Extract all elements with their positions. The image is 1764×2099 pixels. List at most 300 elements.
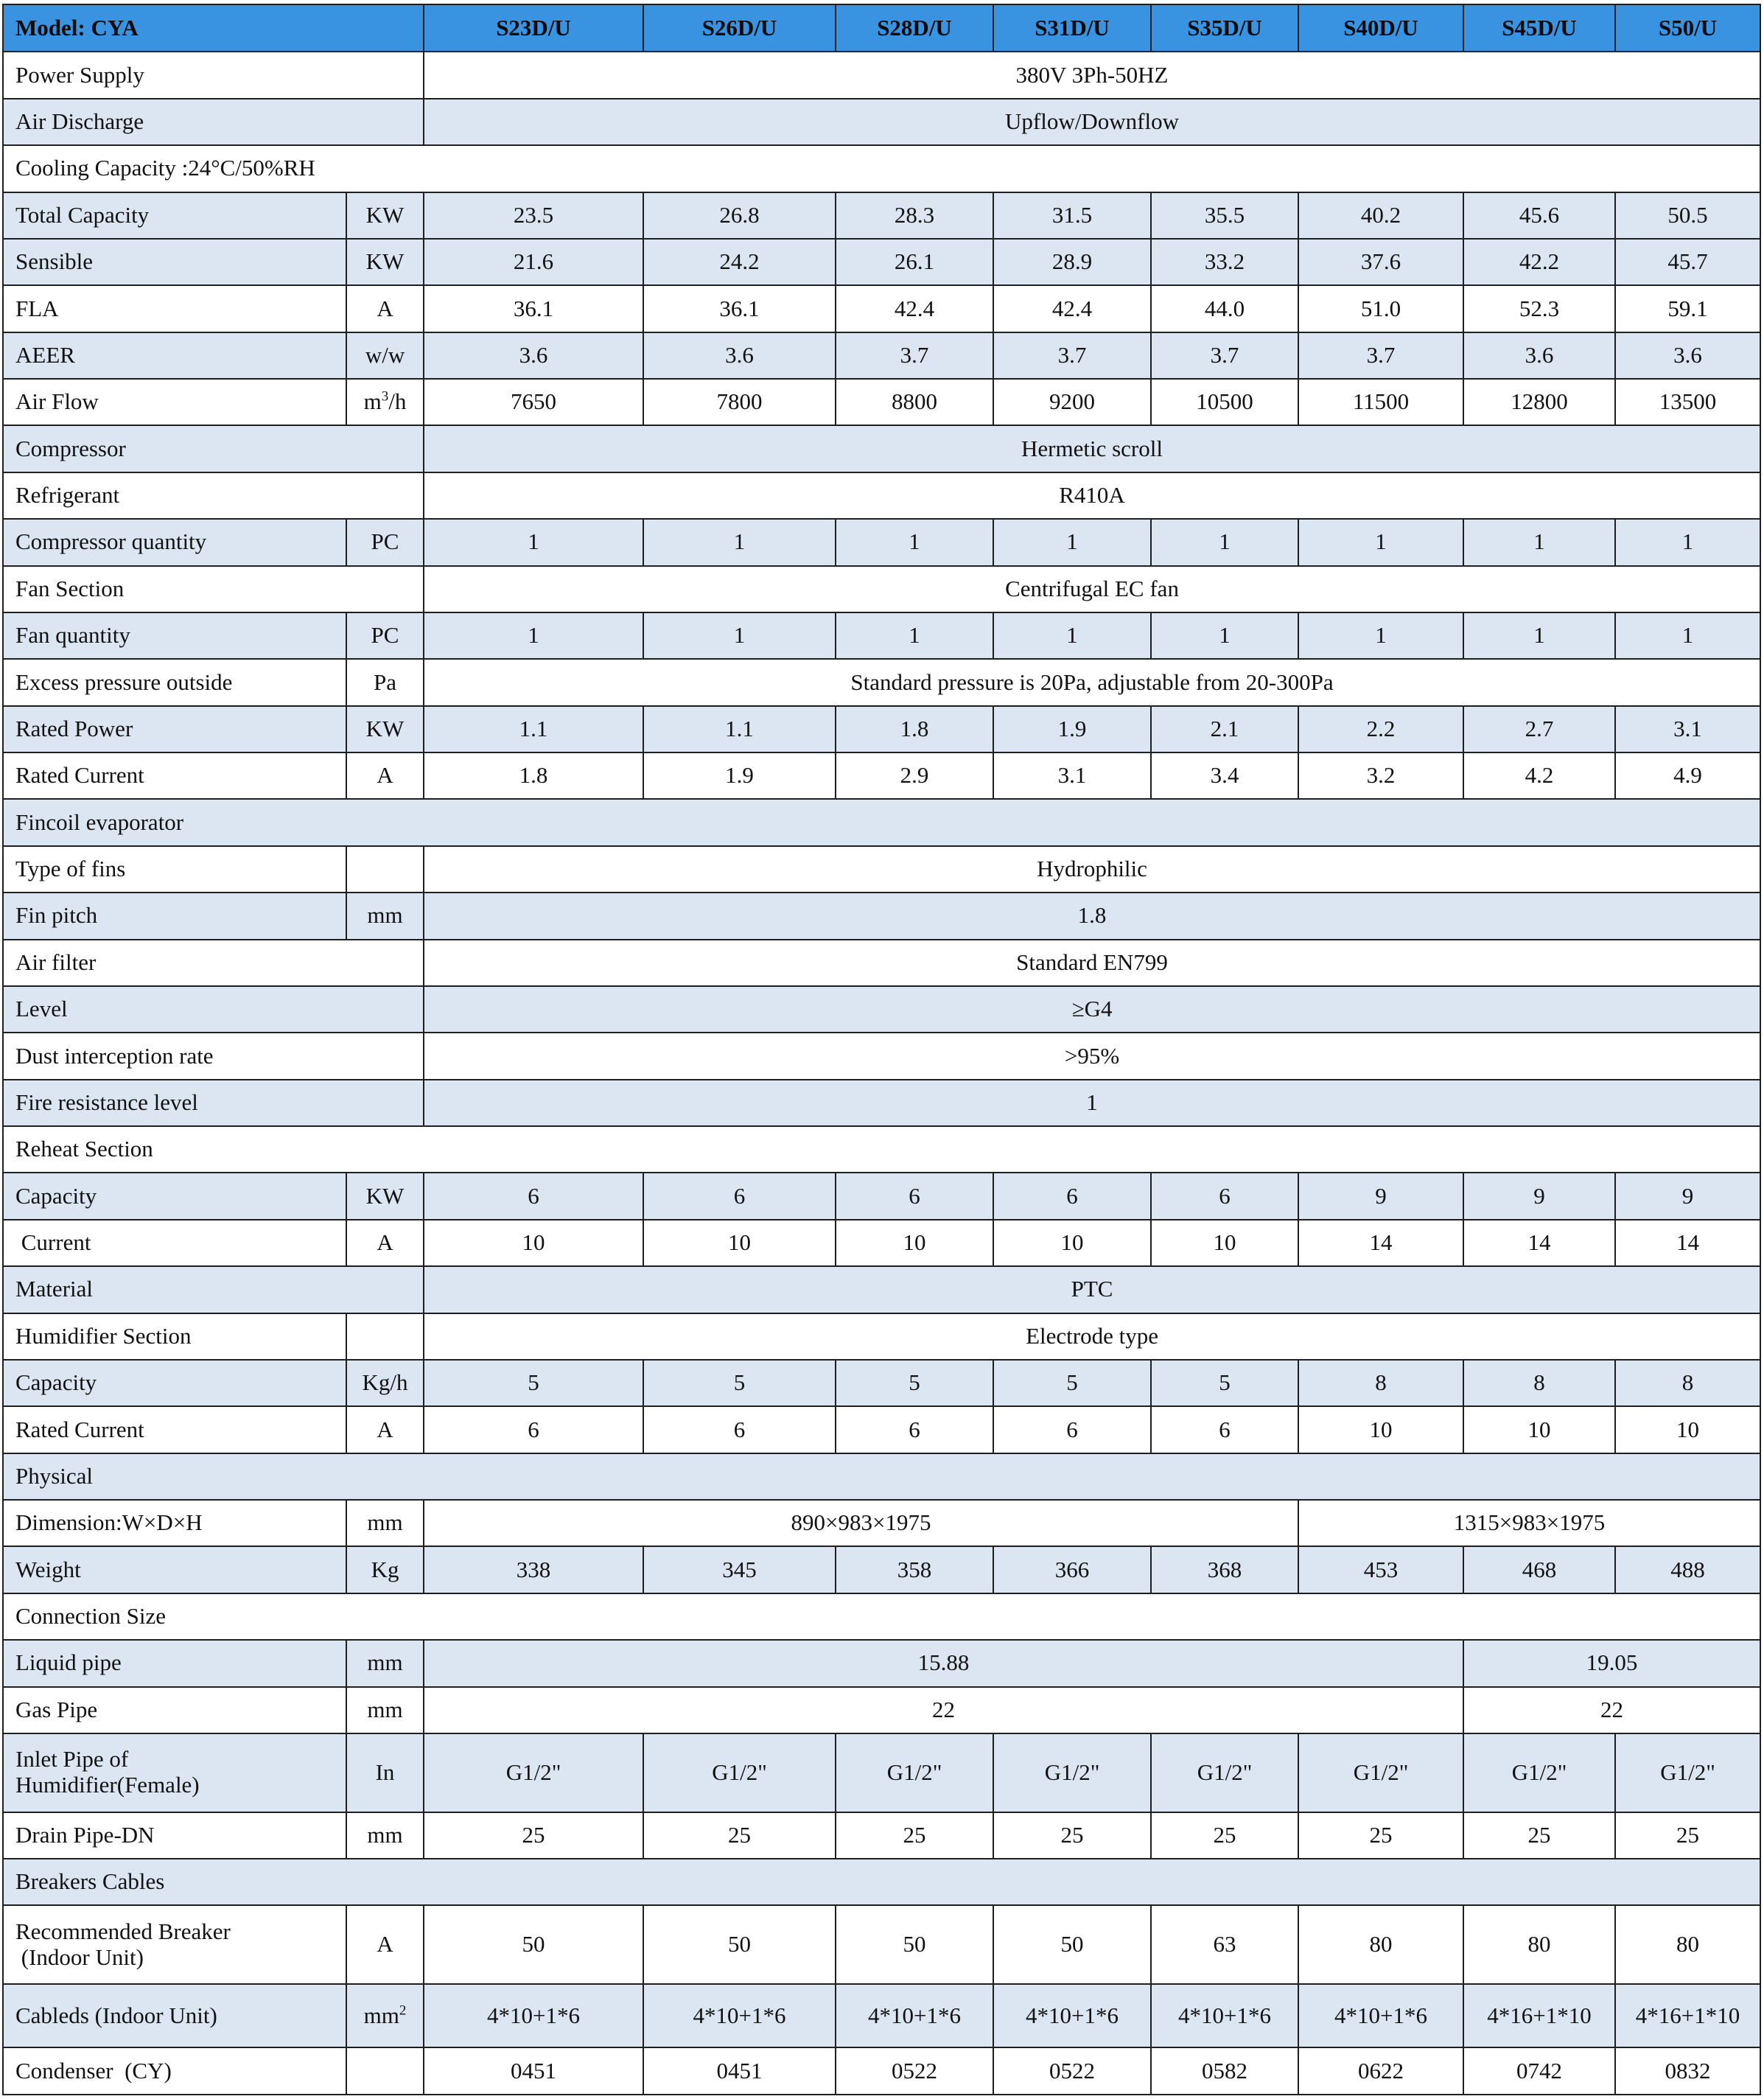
table-row: [3, 706, 1760, 752]
cell-value: 3.7: [836, 332, 993, 379]
cell-value: 4*10+1*6: [1298, 1984, 1463, 2048]
row-unit: KW: [346, 706, 424, 752]
row-value: R410A: [424, 472, 1760, 519]
table-row: [3, 379, 1760, 425]
section-label: Fincoil evaporator: [3, 799, 1760, 845]
cell-value: 1.8: [424, 752, 643, 799]
cell-value: 4*16+1*10: [1463, 1984, 1615, 2048]
cell-value: 7800: [643, 379, 836, 425]
table-row: [3, 752, 1760, 799]
cell-value: 0522: [836, 2047, 993, 2095]
unit-superscript: 2: [399, 2002, 407, 2019]
row-unit: Kg: [346, 1546, 424, 1593]
row-value: Electrode type: [424, 1313, 1760, 1360]
unit-tail: /h: [388, 388, 407, 415]
model-label: Model: CYA: [3, 4, 424, 52]
row-value: 380V 3Ph-50HZ: [424, 52, 1760, 98]
cell-value: 1: [1298, 519, 1463, 565]
table-row: [3, 893, 1760, 939]
cell-value: 8: [1298, 1360, 1463, 1406]
row-value: 1: [424, 1080, 1760, 1126]
cell-value: 6: [1151, 1406, 1298, 1453]
cell-value: 1: [993, 612, 1151, 659]
cell-value: 338: [424, 1546, 643, 1593]
row-value: >95%: [424, 1033, 1760, 1079]
cell-value: G1/2": [836, 1733, 993, 1812]
cell-value: G1/2": [1298, 1733, 1463, 1812]
cell-value: 50: [424, 1905, 643, 1984]
cell-value: 50: [993, 1905, 1151, 1984]
table-row: [3, 1984, 1760, 2048]
table-row: [3, 566, 1760, 612]
cell-value: 28.9: [993, 239, 1151, 285]
cell-value: 21.6: [424, 239, 643, 285]
row-label: Current: [3, 1220, 346, 1266]
cell-value: 2.9: [836, 752, 993, 799]
table-row: [3, 1500, 1760, 1546]
cell-value: 1: [643, 519, 836, 565]
row-label: Humidifier Section: [3, 1313, 346, 1360]
cell-value: 1: [1615, 519, 1760, 565]
cell-value: 14: [1615, 1220, 1760, 1266]
row-label: Fan Section: [3, 566, 424, 612]
row-label-line: Inlet Pipe of: [15, 1746, 129, 1773]
cell-value: G1/2": [643, 1733, 836, 1812]
cell-value: 0622: [1298, 2047, 1463, 2095]
cell-value: 24.2: [643, 239, 836, 285]
cell-value: 2.1: [1151, 706, 1298, 752]
unit-base: m: [363, 388, 382, 415]
row-unit: KW: [346, 239, 424, 285]
cell-value: 80: [1615, 1905, 1760, 1984]
model-name: S45D/U: [1463, 4, 1615, 52]
cell-value: 9200: [993, 379, 1151, 425]
row-label: FLA: [3, 285, 346, 332]
unit-base: mm: [363, 2002, 399, 2028]
cell-value: 10: [424, 1220, 643, 1266]
table-row: [3, 332, 1760, 379]
row-label: Power Supply: [3, 52, 424, 98]
cell-value: 42.4: [836, 285, 993, 332]
row-unit: mm: [346, 1640, 424, 1686]
row-value: 1315×983×1975: [1298, 1500, 1760, 1546]
row-unit: mm: [346, 1687, 424, 1733]
row-unit: [346, 1313, 424, 1360]
cell-value: 1: [424, 519, 643, 565]
row-value: 22: [1463, 1687, 1760, 1733]
row-label: Condenser (CY): [3, 2047, 346, 2095]
row-value: ≥G4: [424, 986, 1760, 1033]
cell-value: 10: [836, 1220, 993, 1266]
cell-value: 6: [836, 1173, 993, 1219]
cell-value: 6: [643, 1406, 836, 1453]
row-label-line: Recommended Breaker: [15, 1918, 231, 1944]
cell-value: 25: [424, 1812, 643, 1859]
cell-value: 3.6: [1463, 332, 1615, 379]
row-label: Excess pressure outside: [3, 659, 346, 705]
table-row: [3, 1033, 1760, 1079]
cell-value: 10500: [1151, 379, 1298, 425]
model-name: S50/U: [1615, 4, 1760, 52]
table-row: [3, 986, 1760, 1033]
cell-value: 0742: [1463, 2047, 1615, 2095]
row-label: Compressor quantity: [3, 519, 346, 565]
cell-value: 10: [1463, 1406, 1615, 1453]
row-label: Cableds (Indoor Unit): [3, 1984, 346, 2048]
cell-value: 6: [424, 1173, 643, 1219]
cell-value: 1.9: [643, 752, 836, 799]
cell-value: 2.2: [1298, 706, 1463, 752]
table-row: [3, 2047, 1760, 2095]
cell-value: 14: [1298, 1220, 1463, 1266]
row-label: Fan quantity: [3, 612, 346, 659]
cell-value: 80: [1463, 1905, 1615, 1984]
unit-superscript: 3: [381, 389, 389, 405]
cell-value: 6: [836, 1406, 993, 1453]
row-label: Type of fins: [3, 846, 346, 893]
cell-value: 80: [1298, 1905, 1463, 1984]
header-row: [3, 4, 1760, 52]
cell-value: 9: [1298, 1173, 1463, 1219]
cell-value: 59.1: [1615, 285, 1760, 332]
cell-value: 3.6: [424, 332, 643, 379]
cell-value: 4*10+1*6: [643, 1984, 836, 2048]
row-label: Sensible: [3, 239, 346, 285]
cell-value: 1: [424, 612, 643, 659]
cell-value: 8: [1615, 1360, 1760, 1406]
cell-value: 45.7: [1615, 239, 1760, 285]
cell-value: 50.5: [1615, 192, 1760, 239]
cell-value: 25: [1463, 1812, 1615, 1859]
cell-value: 1: [1463, 519, 1615, 565]
row-label: Drain Pipe-DN: [3, 1812, 346, 1859]
cell-value: 26.8: [643, 192, 836, 239]
table-row: [3, 659, 1760, 705]
cell-value: 10: [643, 1220, 836, 1266]
cell-value: 25: [643, 1812, 836, 1859]
row-label: Air Discharge: [3, 99, 424, 145]
cell-value: 1.9: [993, 706, 1151, 752]
row-label: Refrigerant: [3, 472, 424, 519]
row-value: Upflow/Downflow: [424, 99, 1760, 145]
table-row: [3, 1360, 1760, 1406]
cell-value: 358: [836, 1546, 993, 1593]
table-row: [3, 285, 1760, 332]
row-unit: mm: [346, 893, 424, 939]
cell-value: 0832: [1615, 2047, 1760, 2095]
row-value: 19.05: [1463, 1640, 1760, 1686]
cell-value: 36.1: [424, 285, 643, 332]
row-label: Fin pitch: [3, 893, 346, 939]
cell-value: 368: [1151, 1546, 1298, 1593]
cell-value: 51.0: [1298, 285, 1463, 332]
table-row: [3, 1266, 1760, 1313]
cell-value: 25: [836, 1812, 993, 1859]
row-label: Rated Current: [3, 752, 346, 799]
table-row: [3, 99, 1760, 145]
row-unit: w/w: [346, 332, 424, 379]
table-row: [3, 612, 1760, 659]
section-label: Breakers Cables: [3, 1859, 1760, 1905]
section-label: Physical: [3, 1453, 1760, 1500]
cell-value: 1.8: [836, 706, 993, 752]
table-row: [3, 1080, 1760, 1126]
row-unit: A: [346, 1905, 424, 1984]
cell-value: 3.6: [1615, 332, 1760, 379]
cell-value: 1: [836, 519, 993, 565]
cell-value: 5: [993, 1360, 1151, 1406]
row-label: [3, 1733, 346, 1812]
cell-value: 3.7: [993, 332, 1151, 379]
row-value: Hydrophilic: [424, 846, 1760, 893]
cell-value: 50: [836, 1905, 993, 1984]
row-label: Liquid pipe: [3, 1640, 346, 1686]
cell-value: 4*10+1*6: [1151, 1984, 1298, 2048]
cell-value: 4*10+1*6: [993, 1984, 1151, 2048]
cell-value: 468: [1463, 1546, 1615, 1593]
cell-value: 6: [1151, 1173, 1298, 1219]
cell-value: 4.9: [1615, 752, 1760, 799]
cell-value: 4*10+1*6: [836, 1984, 993, 2048]
cell-value: 5: [643, 1360, 836, 1406]
cell-value: 25: [1298, 1812, 1463, 1859]
cell-value: 25: [993, 1812, 1151, 1859]
row-unit: PC: [346, 612, 424, 659]
cell-value: 1: [1298, 612, 1463, 659]
row-label: Rated Current: [3, 1406, 346, 1453]
cell-value: 13500: [1615, 379, 1760, 425]
row-label: Air filter: [3, 940, 424, 986]
section-row: [3, 799, 1760, 845]
cell-value: 0451: [424, 2047, 643, 2095]
cell-value: 1.1: [424, 706, 643, 752]
row-unit: [346, 379, 424, 425]
row-label: Compressor: [3, 425, 424, 472]
cell-value: 453: [1298, 1546, 1463, 1593]
row-label: Weight: [3, 1546, 346, 1593]
row-label: Gas Pipe: [3, 1687, 346, 1733]
cell-value: 1: [1151, 612, 1298, 659]
row-unit: A: [346, 1406, 424, 1453]
table-row: [3, 1812, 1760, 1859]
row-unit: A: [346, 1220, 424, 1266]
cell-value: 10: [993, 1220, 1151, 1266]
row-value: 890×983×1975: [424, 1500, 1298, 1546]
row-unit: [346, 2047, 424, 2095]
section-row: [3, 1126, 1760, 1173]
table-row: [3, 239, 1760, 285]
row-unit: A: [346, 285, 424, 332]
cell-value: 7650: [424, 379, 643, 425]
row-unit: KW: [346, 1173, 424, 1219]
row-label: Total Capacity: [3, 192, 346, 239]
table-row: [3, 472, 1760, 519]
row-label: Capacity: [3, 1360, 346, 1406]
row-label: Dust interception rate: [3, 1033, 424, 1079]
section-row: [3, 1453, 1760, 1500]
row-value: Standard pressure is 20Pa, adjustable from 20-300Pa: [424, 659, 1760, 705]
cell-value: 50: [643, 1905, 836, 1984]
cell-value: 3.1: [993, 752, 1151, 799]
cell-value: 9: [1463, 1173, 1615, 1219]
cell-value: 4*10+1*6: [424, 1984, 643, 2048]
cell-value: 5: [836, 1360, 993, 1406]
table-row: [3, 1406, 1760, 1453]
cell-value: 345: [643, 1546, 836, 1593]
table-row: [3, 519, 1760, 565]
row-value: Standard EN799: [424, 940, 1760, 986]
cell-value: 42.2: [1463, 239, 1615, 285]
table-row: [3, 846, 1760, 893]
cell-value: 25: [1151, 1812, 1298, 1859]
section-label: Reheat Section: [3, 1126, 1760, 1173]
cell-value: 1: [1463, 612, 1615, 659]
row-label: [3, 1905, 346, 1984]
cell-value: 33.2: [1151, 239, 1298, 285]
cell-value: 10: [1151, 1220, 1298, 1266]
cell-value: 10: [1298, 1406, 1463, 1453]
row-unit: In: [346, 1733, 424, 1812]
cell-value: 2.7: [1463, 706, 1615, 752]
cell-value: 6: [424, 1406, 643, 1453]
row-label: Material: [3, 1266, 424, 1313]
cell-value: 6: [993, 1406, 1151, 1453]
row-value: 15.88: [424, 1640, 1463, 1686]
cell-value: 8: [1463, 1360, 1615, 1406]
cell-value: 14: [1463, 1220, 1615, 1266]
cell-value: 0582: [1151, 2047, 1298, 2095]
cell-value: 9: [1615, 1173, 1760, 1219]
row-label: Fire resistance level: [3, 1080, 424, 1126]
row-value: PTC: [424, 1266, 1760, 1313]
cell-value: 31.5: [993, 192, 1151, 239]
row-label: Dimension:W×D×H: [3, 1500, 346, 1546]
cell-value: 10: [1615, 1406, 1760, 1453]
model-name: S23D/U: [424, 4, 643, 52]
cell-value: 3.2: [1298, 752, 1463, 799]
section-row: [3, 1593, 1760, 1640]
table-row: [3, 1687, 1760, 1733]
row-unit: A: [346, 752, 424, 799]
model-name: S31D/U: [993, 4, 1151, 52]
cell-value: G1/2": [424, 1733, 643, 1812]
cell-value: 3.1: [1615, 706, 1760, 752]
cell-value: 6: [993, 1173, 1151, 1219]
section-label: Connection Size: [3, 1593, 1760, 1640]
cell-value: G1/2": [1151, 1733, 1298, 1812]
cell-value: 25: [1615, 1812, 1760, 1859]
cell-value: 63: [1151, 1905, 1298, 1984]
cell-value: 3.4: [1151, 752, 1298, 799]
table-row: [3, 192, 1760, 239]
row-label: Rated Power: [3, 706, 346, 752]
cell-value: 3.7: [1151, 332, 1298, 379]
cell-value: G1/2": [993, 1733, 1151, 1812]
cell-value: 5: [1151, 1360, 1298, 1406]
cell-value: 12800: [1463, 379, 1615, 425]
table-row: [3, 1733, 1760, 1812]
cell-value: 1: [1615, 612, 1760, 659]
cell-value: 6: [643, 1173, 836, 1219]
model-name: S40D/U: [1298, 4, 1463, 52]
row-label: Air Flow: [3, 379, 346, 425]
cell-value: 4.2: [1463, 752, 1615, 799]
cell-value: 1: [643, 612, 836, 659]
row-label: Level: [3, 986, 424, 1033]
cell-value: 0451: [643, 2047, 836, 2095]
model-name: S26D/U: [643, 4, 836, 52]
table-row: [3, 52, 1760, 98]
table-row: [3, 1220, 1760, 1266]
cell-value: 45.6: [1463, 192, 1615, 239]
row-label-line: (Indoor Unit): [15, 1943, 144, 1970]
cell-value: G1/2": [1463, 1733, 1615, 1812]
row-unit: Pa: [346, 659, 424, 705]
table-row: [3, 1313, 1760, 1360]
table-row: [3, 1173, 1760, 1219]
row-unit: mm: [346, 1500, 424, 1546]
cell-value: G1/2": [1615, 1733, 1760, 1812]
cell-value: 28.3: [836, 192, 993, 239]
cell-value: 3.7: [1298, 332, 1463, 379]
row-unit: KW: [346, 192, 424, 239]
table-row: [3, 1546, 1760, 1593]
cell-value: 3.6: [643, 332, 836, 379]
cell-value: 35.5: [1151, 192, 1298, 239]
cell-value: 40.2: [1298, 192, 1463, 239]
cell-value: 4*16+1*10: [1615, 1984, 1760, 2048]
cell-value: 1: [993, 519, 1151, 565]
cell-value: 36.1: [643, 285, 836, 332]
row-value: Hermetic scroll: [424, 425, 1760, 472]
section-row: [3, 1859, 1760, 1905]
row-value: 1.8: [424, 893, 1760, 939]
row-unit: PC: [346, 519, 424, 565]
cell-value: 11500: [1298, 379, 1463, 425]
row-unit: Kg/h: [346, 1360, 424, 1406]
cell-value: 5: [424, 1360, 643, 1406]
row-unit: [346, 1984, 424, 2048]
cell-value: 44.0: [1151, 285, 1298, 332]
cell-value: 42.4: [993, 285, 1151, 332]
row-unit: mm: [346, 1812, 424, 1859]
row-unit: [346, 846, 424, 893]
cell-value: 26.1: [836, 239, 993, 285]
cell-value: 23.5: [424, 192, 643, 239]
cell-value: 366: [993, 1546, 1151, 1593]
cell-value: 0522: [993, 2047, 1151, 2095]
spec-table: [2, 4, 1761, 2095]
cell-value: 8800: [836, 379, 993, 425]
model-name: S35D/U: [1151, 4, 1298, 52]
cell-value: 488: [1615, 1546, 1760, 1593]
model-name: S28D/U: [836, 4, 993, 52]
cell-value: 1: [1151, 519, 1298, 565]
row-label: AEER: [3, 332, 346, 379]
row-value: Centrifugal EC fan: [424, 566, 1760, 612]
row-label: Capacity: [3, 1173, 346, 1219]
cell-value: 37.6: [1298, 239, 1463, 285]
row-label-line: Humidifier(Female): [15, 1772, 200, 1798]
cell-value: 52.3: [1463, 285, 1615, 332]
section-label: Cooling Capacity :24°C/50%RH: [3, 145, 1760, 192]
cell-value: 1: [836, 612, 993, 659]
section-row: [3, 145, 1760, 192]
table-row: [3, 1640, 1760, 1686]
table-row: [3, 1905, 1760, 1984]
table-row: [3, 425, 1760, 472]
table-row: [3, 940, 1760, 986]
